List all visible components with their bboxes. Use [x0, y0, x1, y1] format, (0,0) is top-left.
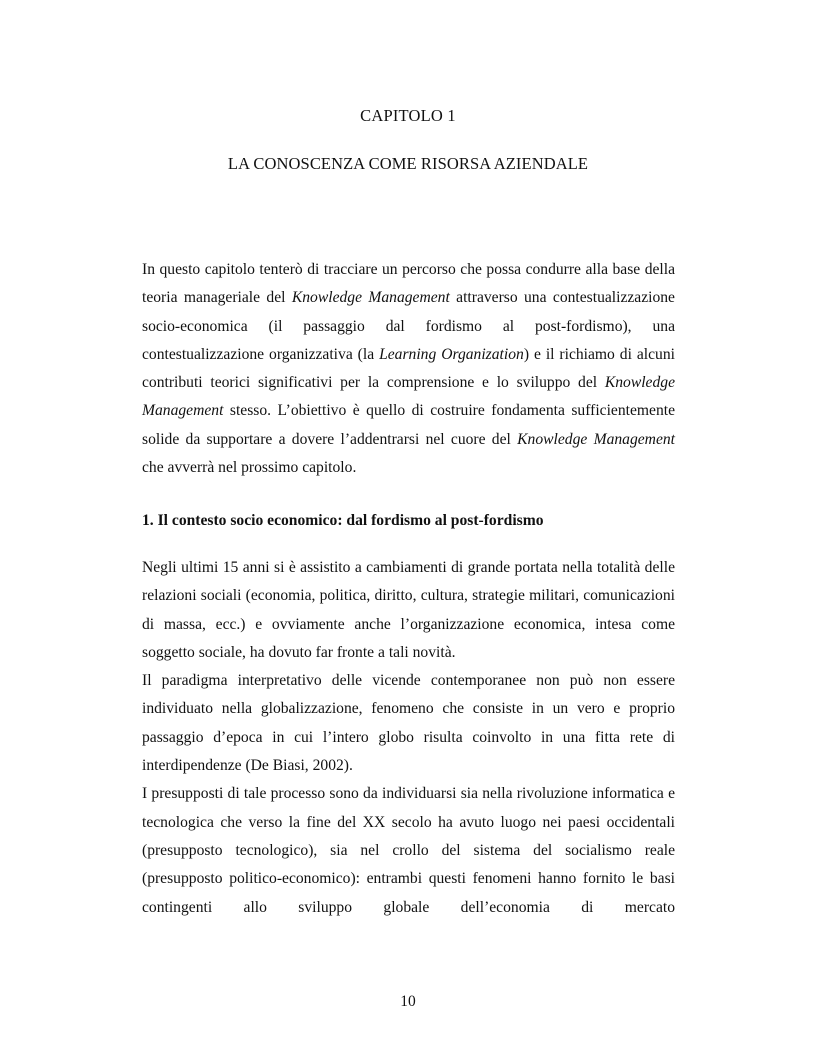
section-paragraph: I presupposti di tale processo sono da individuarsi sia nella rivoluzione informatica e tecnologica che verso la fine del XX secolo ha avuto luogo nei paesi occidentali (presupposto tecnologico), sia nel crollo del sistema del socialismo reale (presupposto politico-economico): entrambi questi fenomeni hanno fornito le basi contingenti allo sviluppo globale dell’economia di mercato: [142, 785, 675, 916]
intro-italic-term: Knowledge Management: [142, 374, 675, 420]
intro-text: ) e il richiamo di alcuni contributi teorici significativi per la comprensione e lo sviluppo del: [142, 345, 675, 392]
intro-text: che avverrà nel prossimo capitolo.: [142, 459, 357, 477]
intro-italic-term: Knowledge Management: [517, 430, 675, 448]
section-paragraph: Negli ultimi 15 anni si è assistito a cambiamenti di grande portata nella totalità delle relazioni sociali (economia, politica, diritto, cultura, strategie militari, comunicazioni di massa, ecc.) e ovviamente anche l’organizzazione economica, intesa come soggetto sociale, ha dovuto far fronte a tali novità.: [142, 559, 675, 661]
chapter-label: CAPITOLO 1: [360, 106, 456, 125]
page-number: 10: [400, 993, 416, 1010]
section-body: [142, 554, 675, 922]
intro-italic-term: Knowledge Management: [291, 289, 450, 307]
intro-paragraph: [142, 256, 675, 482]
intro-italic-term: Learning Organization: [379, 345, 524, 363]
intro-text: In questo capitolo tenterò di tracciare un percorso che possa condurre alla base della teoria manageriale del: [142, 261, 675, 307]
section-paragraph: Il paradigma interpretativo delle vicende contemporanee non può non essere individuato nella globalizzazione, fenomeno che consiste in un vero e proprio passaggio d’epoca in cui l’intero globo risulta coinvolto in una fitta rete di interdipendenze (De Biasi, 2002).: [142, 672, 675, 775]
intro-text: stesso. L’obiettivo è quello di costruire fondamenta sufficientemente solide da supportare a dovere l’addentrarsi nel cuore del: [142, 402, 675, 448]
section-heading: 1. Il contesto socio economico: dal fordismo al post-fordismo: [142, 512, 544, 529]
chapter-title: LA CONOSCENZA COME RISORSA AZIENDALE: [227, 154, 589, 173]
intro-text: attraverso una contestualizzazione socio-economica (il passaggio dal fordismo al post-fordismo), una contestualizzazione organizzativa (la: [142, 289, 675, 363]
